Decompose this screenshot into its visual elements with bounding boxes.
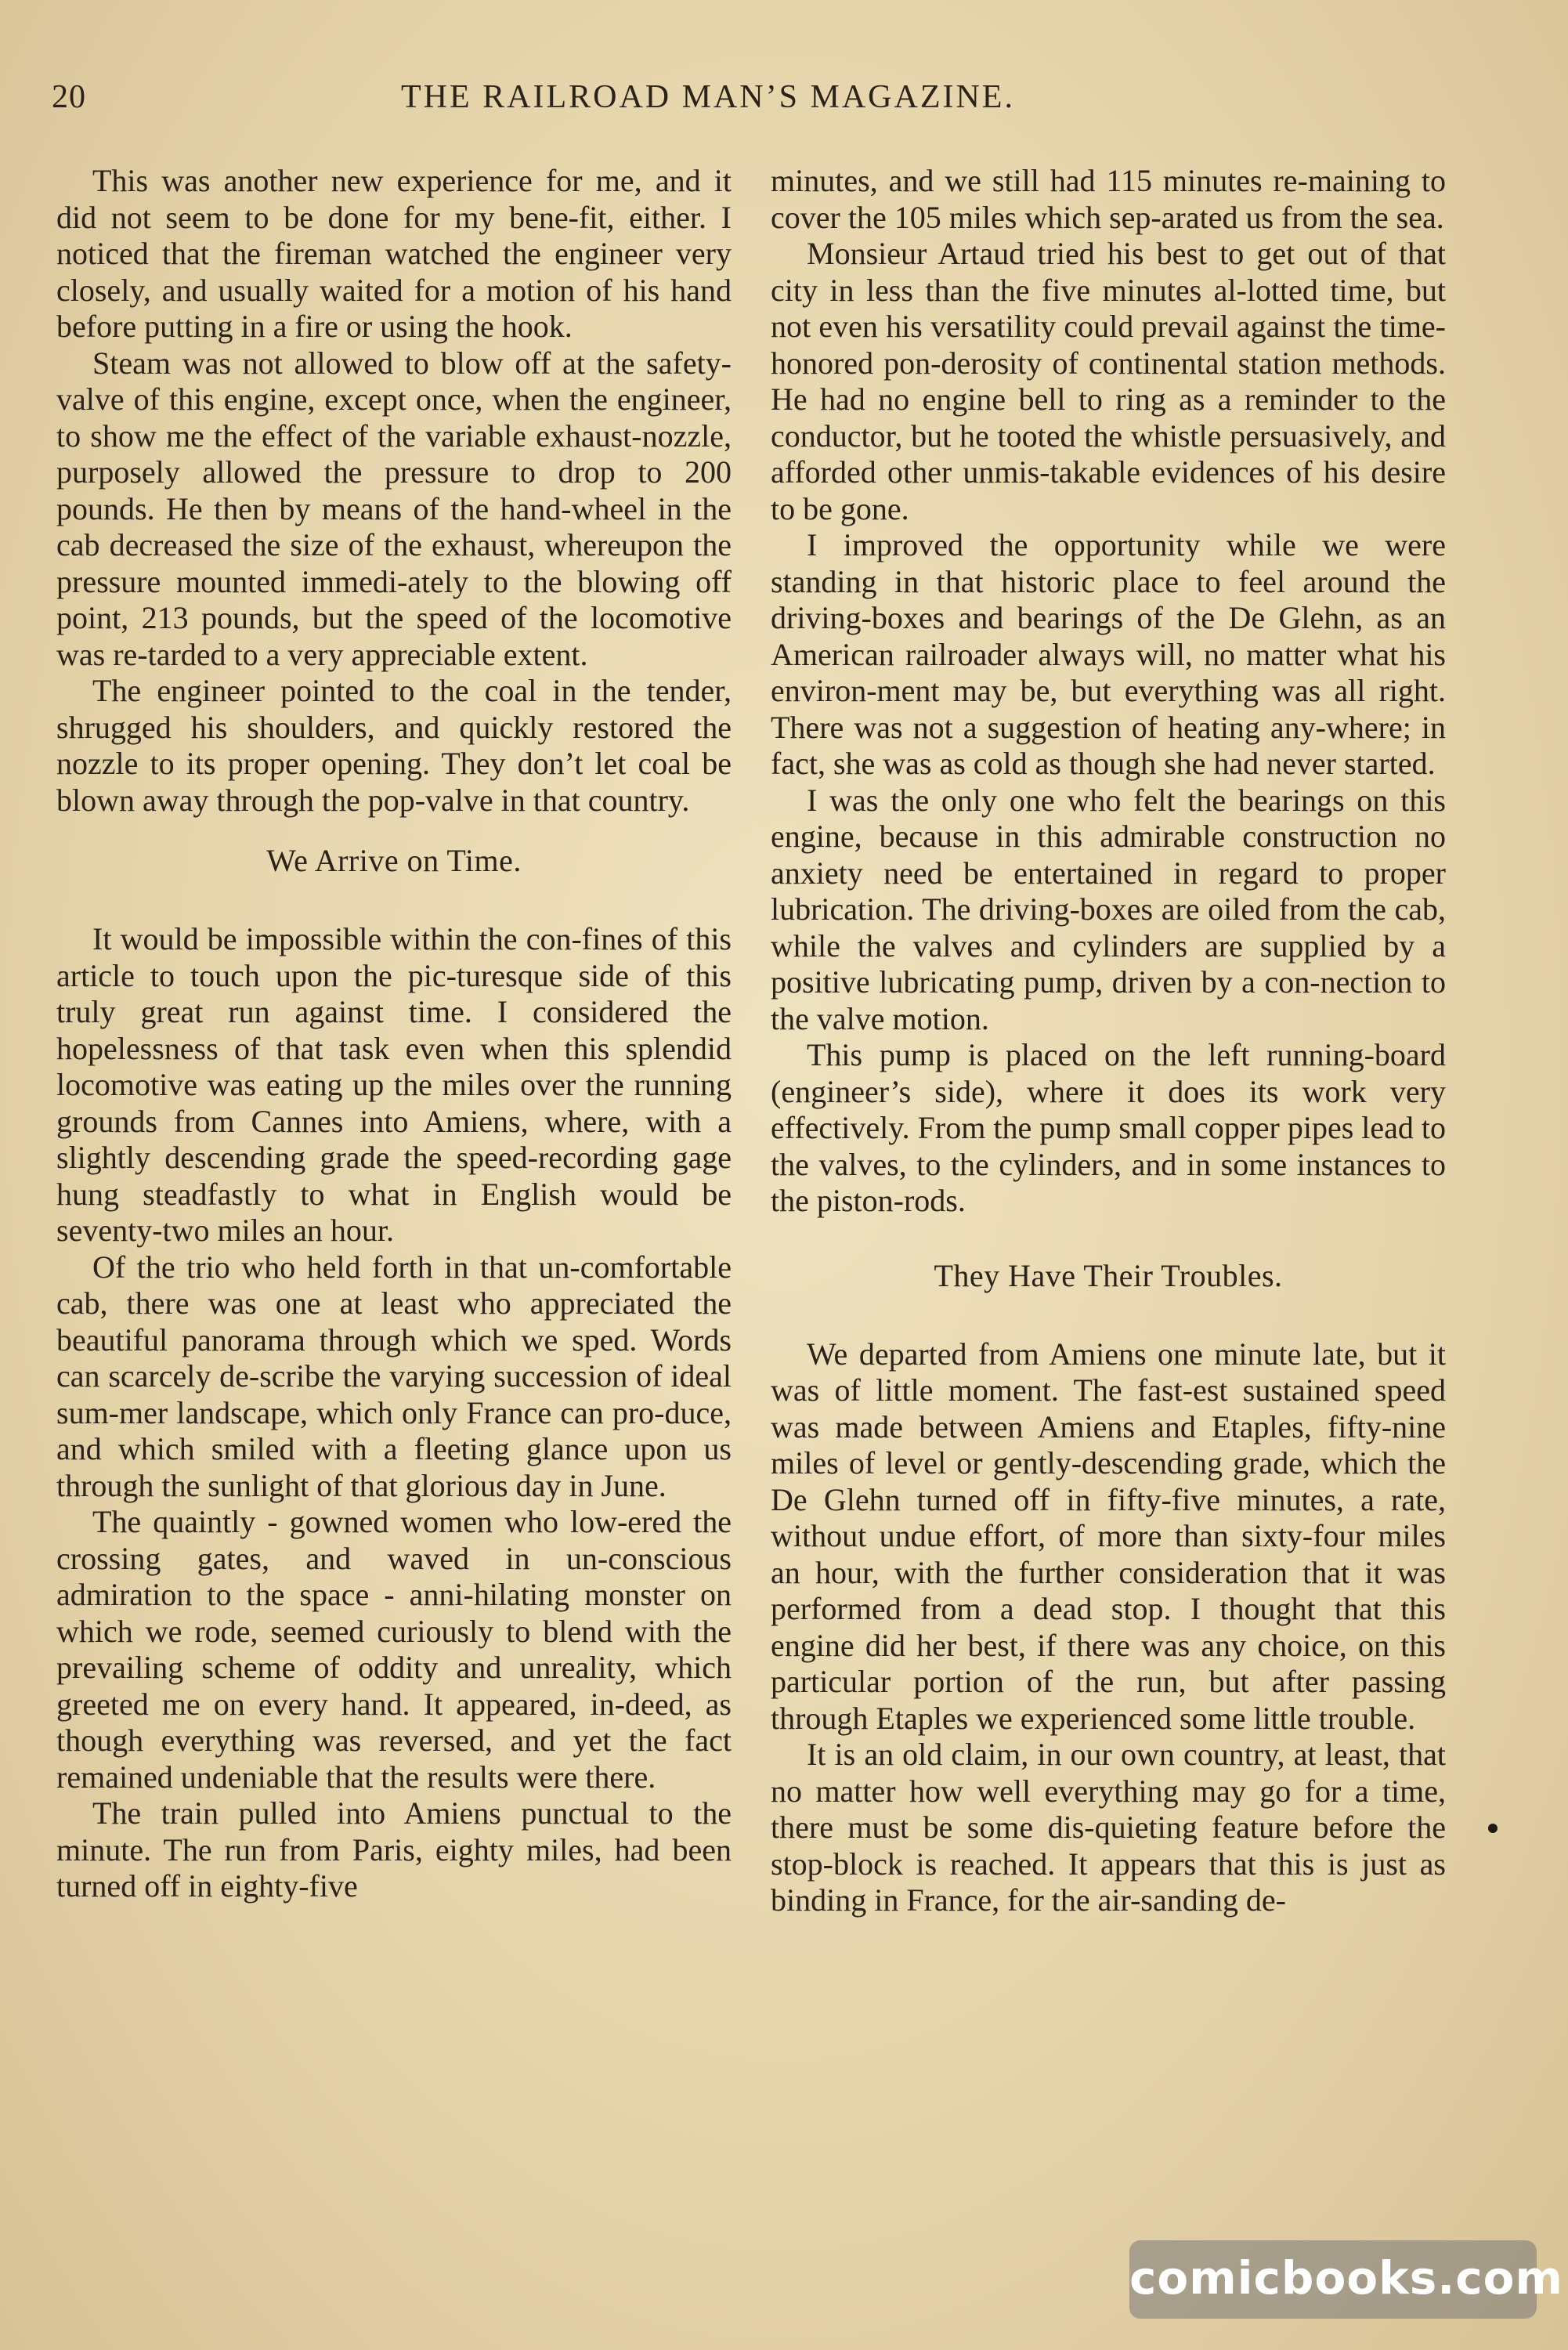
- watermark-logo: [1129, 2240, 1563, 2319]
- left-column: [56, 163, 732, 1905]
- paragraph: Steam was not allowed to blow off at the safety-valve of this engine, except once, when the engineer, to show me the effect of the variable exhaust-nozzle, purposely allowed the pressure to drop to 200 pounds. He then by means of the hand-wheel in the cab decreased the size of the exhaust, whereupon the pressure mounted immedi-ately to the blowing off point, 213 pounds, but the speed of the locomotive was re-tarded to a very appreciable extent.: [56, 345, 732, 672]
- paragraph: The engineer pointed to the coal in the tender, shrugged his shoulders, and quickly restored the nozzle to its proper opening. They don’t let coal be blown away through the pop-valve in that country.: [56, 673, 732, 818]
- section-heading: They Have Their Troubles.: [934, 1257, 1283, 1293]
- paragraph: minutes, and we still had 115 minutes re-maining to cover the 105 miles which sep-arated us from the sea.: [771, 163, 1446, 235]
- paragraph: I improved the opportunity while we were standing in that historic place to feel around the driving-boxes and bearings of the De Glehn, as an American railroader always will, no matter what his environ-ment may be, but everything was all right. There was not a suggestion of heating any-where; in fact, she was as cold as though she had never started.: [771, 527, 1446, 781]
- page-number: 20: [52, 79, 86, 115]
- paragraph: I was the only one who felt the bearings on this engine, because in this admirable construction no anxiety need be entertained in regard to proper lubrication. The driving-boxes are oiled from the cab, while the valves and cylinders are supplied by a positive lubricating pump, driven by a con-nection to the valve motion.: [771, 782, 1446, 1036]
- paragraph: This pump is placed on the left running-board (engineer’s side), where it does its work very effectively. From the pump small copper pipes lead to the valves, to the cylinders, and in some instances to the piston-rods.: [771, 1037, 1446, 1218]
- running-title: THE RAILROAD MAN’S MAGAZINE.: [401, 79, 1015, 115]
- section-heading: We Arrive on Time.: [266, 843, 522, 878]
- paragraph: It is an old claim, in our own country, at least, that no matter how well everything may go for a time, there must be some dis-quieting feature before the stop-block is reached. It appears that this is just as binding in France, for the air-sanding de-: [771, 1737, 1446, 1918]
- page-header: [52, 78, 1493, 125]
- paragraph: The quaintly - gowned women who low-ered the crossing gates, and waved in un-conscious admiration to the space - anni-hilating monster on which we rode, seemed curiously to blend with the prevailing scheme of oddity and unreality, which greeted me on every hand. It appeared, in-deed, as though everything was reversed, and yet the fact remained undeniable that the results were there.: [56, 1504, 732, 1795]
- right-column: [771, 163, 1446, 1919]
- paragraph: Of the trio who held forth in that un-comfortable cab, there was one at least who appreciated the beautiful panorama through which we sped. Words can scarcely de-scribe the varying succession of ideal sum-mer landscape, which only France can pro-duce, and which smiled with a fleeting glance upon us through the sunlight of that glorious day in June.: [56, 1249, 732, 1503]
- ink-speck: [1488, 1824, 1498, 1833]
- paragraph: The train pulled into Amiens punctual to the minute. The run from Paris, eighty miles, had been turned off in eighty-five: [56, 1795, 732, 1904]
- paragraph: This was another new experience for me, and it did not seem to be done for my bene-fit, either. I noticed that the fireman watched the engineer very closely, and usually waited for a motion of his hand before putting in a fire or using the hook.: [56, 163, 732, 344]
- paragraph: Monsieur Artaud tried his best to get out of that city in less than the five minutes al-lotted time, but not even his versatility could prevail against the time-honored pon-derosity of continental station methods. He had no engine bell to ring as a reminder to the conductor, but he tooted the whistle persuasively, and afforded other unmis-takable evidences of his desire to be gone.: [771, 236, 1446, 526]
- paragraph: We departed from Amiens one minute late, but it was of little moment. The fast-est sustained speed was made between Amiens and Etaples, fifty-nine miles of level or gently-descending grade, which the De Glehn turned off in fifty-five minutes, a rate, without undue effort, of more than sixty-four miles an hour, with the further consideration that it was performed from a dead stop. I thought that this engine did her best, if there was any choice, on this particular portion of the run, but after passing through Etaples we experienced some little trouble.: [771, 1336, 1446, 1736]
- watermark-text: comicbooks.com: [1129, 2251, 1563, 2305]
- paragraph: It would be impossible within the con-fines of this article to touch upon the pic-turesque side of this truly great run against time. I considered the hopelessness of that task even when this splendid locomotive was eating up the miles over the running grounds from Cannes into Amiens, where, with a slightly descending grade the speed-recording gage hung steadfastly to what in English would be seventy-two miles an hour.: [56, 921, 732, 1248]
